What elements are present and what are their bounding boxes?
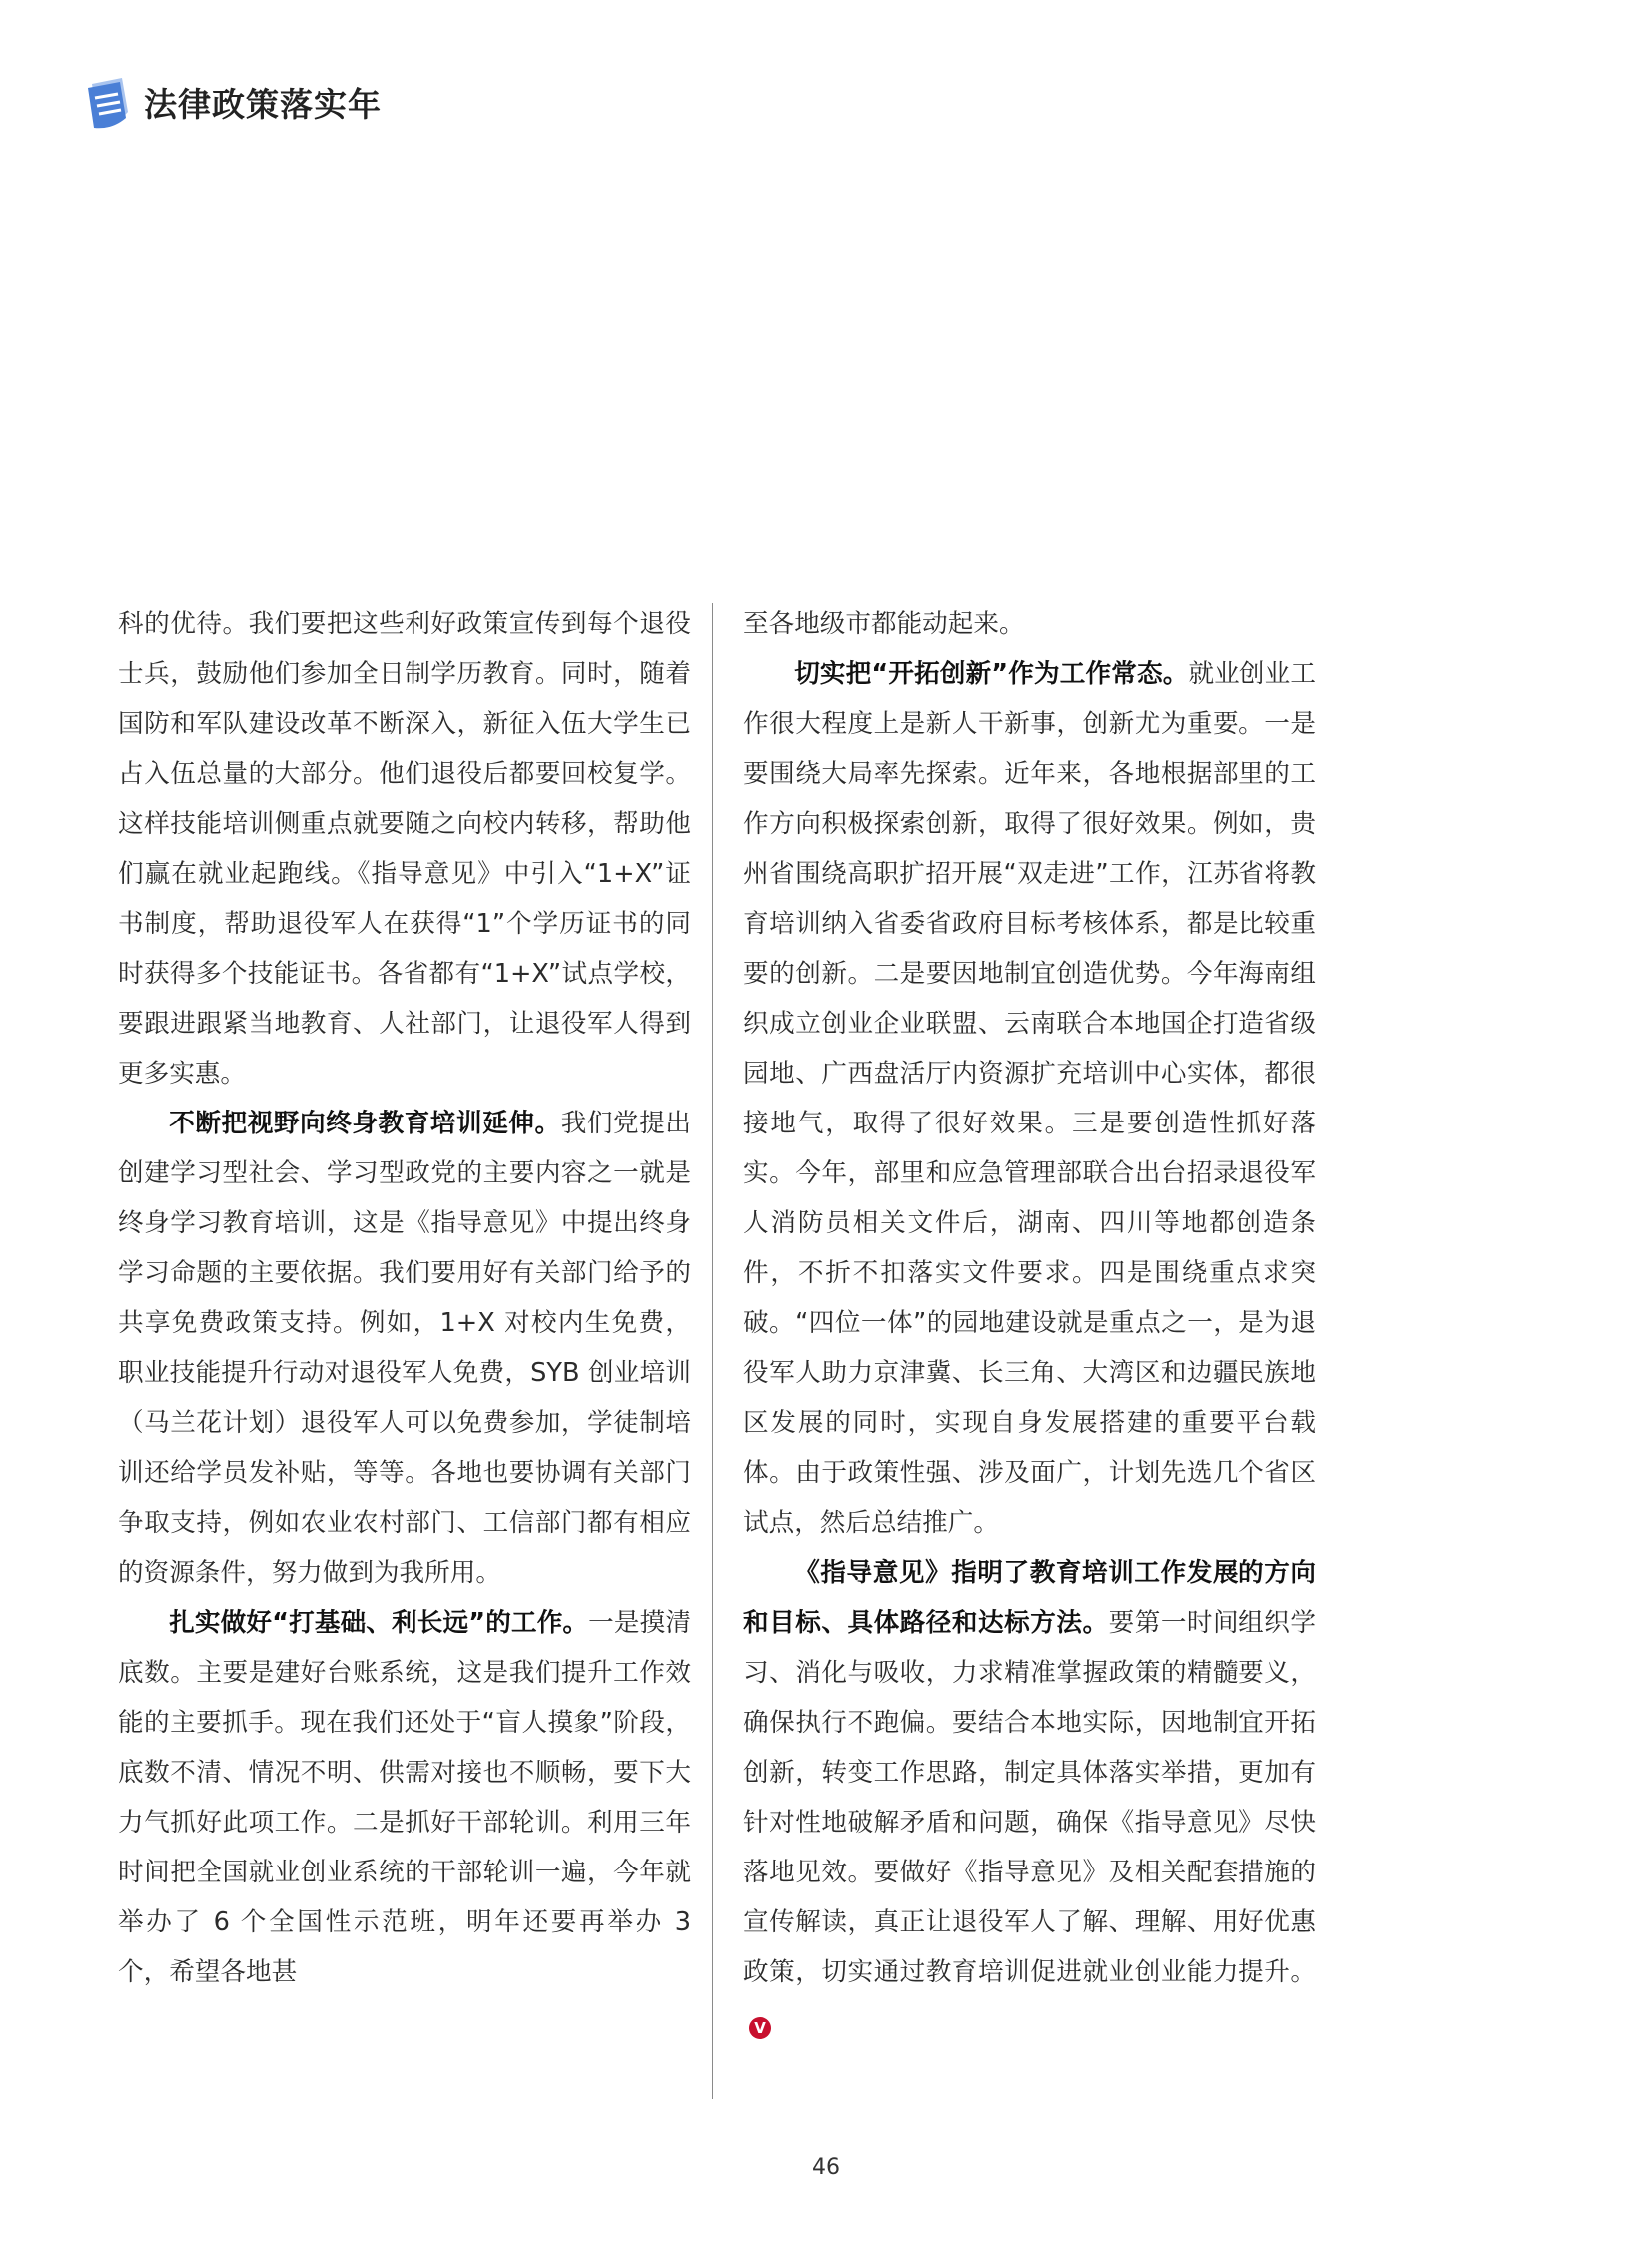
paragraph-text: 要第一时间组织学习、消化与吸收，力求精准掌握政策的精髓要义，确保执行不跑偏。要结合本地实际，因地制宜开拓创新，转变工作思路，制定具体落实举措，更加有针对性地破解矛盾和问题，确保《指导意见》尽快落地见效。要做好《指导意见》及相关配套措施的宣传解读，真正让退役军人了解、理解、用好优惠政策，切实通过教育培训促进就业创业能力提升。 [743, 1608, 1316, 1987]
paragraph [118, 1099, 691, 1598]
page-number: 46 [812, 2155, 840, 2180]
left-column [118, 599, 691, 1997]
article-end-icon: V [749, 2017, 771, 2039]
paragraph-text: 科的优待。我们要把这些利好政策宣传到每个退役士兵，鼓励他们参加全日制学历教育。同时，随着国防和军队建设改革不断深入，新征入伍大学生已占入伍总量的大部分。他们退役后都要回校复学。这样技能培训侧重点就要随之向校内转移，帮助他们赢在就业起跑线。《指导意见》中引入“1+X”证书制度，帮助退役军人在获得“1”个学历证书的同时获得多个技能证书。各省都有“1+X”试点学校，要跟进跟紧当地教育、人社部门，让退役军人得到更多实惠。 [118, 609, 691, 1089]
section-header [82, 70, 382, 134]
paragraph [743, 1548, 1316, 2047]
paragraph [743, 599, 1316, 649]
paragraph-lead: 《指导意见》指明了教育培训工作发展的方向和目标、具体路径和达标方法。 [743, 1558, 1316, 1638]
paragraph-text: 我们党提出创建学习型社会、学习型政党的主要内容之一就是终身学习教育培训，这是《指导意见》中提出终身学习命题的主要依据。我们要用好有关部门给予的共享免费政策支持。例如，1+X 对校内生免费，职业技能提升行动对退役军人免费，SYB 创业培训（马兰花计划）退役军人可以免费参加，学徒制培训还给学员发补贴，等等。各地也要协调有关部门争取支持，例如农业农村部门、工信部门都有相应的资源条件，努力做到为我所用。 [118, 1109, 691, 1588]
paragraph-lead: 切实把“开拓创新”作为工作常态。 [794, 659, 1189, 689]
right-column [743, 599, 1316, 2047]
document-stack-icon [82, 74, 134, 130]
paragraph-text: 就业创业工作很大程度上是新人干新事，创新尤为重要。一是要围绕大局率先探索。近年来，各地根据部里的工作方向积极探索创新，取得了很好效果。例如，贵州省围绕高职扩招开展“双走进”工作，江苏省将教育培训纳入省委省政府目标考核体系，都是比较重要的创新。二是要因地制宜创造优势。今年海南组织成立创业企业联盟、云南联合本地国企打造省级园地、广西盘活厅内资源扩充培训中心实体，都很接地气，取得了很好效果。三是要创造性抓好落实。今年，部里和应急管理部联合出台招录退役军人消防员相关文件后，湖南、四川等地都创造条件，不折不扣落实文件要求。四是围绕重点求突破。“四位一体”的园地建设就是重点之一，是为退役军人助力京津冀、长三角、大湾区和边疆民族地区发展的同时，实现自身发展搭建的重要平台载体。由于政策性强、涉及面广，计划先选几个省区试点，然后总结推广。 [743, 659, 1316, 1538]
section-title: 法律政策落实年 [144, 84, 382, 124]
paragraph-text: 至各地级市都能动起来。 [743, 609, 1025, 639]
column-divider [712, 603, 713, 2099]
paragraph [118, 1598, 691, 1997]
paragraph-lead: 扎实做好“打基础、利长远”的工作。 [169, 1608, 589, 1638]
paragraph [118, 599, 691, 1099]
paragraph-text: 一是摸清底数。主要是建好台账系统，这是我们提升工作效能的主要抓手。现在我们还处于“盲人摸象”阶段，底数不清、情况不明、供需对接也不顺畅，要下大力气抓好此项工作。二是抓好干部轮训。利用三年时间把全国就业创业系统的干部轮训一遍，今年就举办了 6 个全国性示范班，明年还要再举办 3 个，希望各地甚 [118, 1608, 691, 1987]
paragraph [743, 649, 1316, 1548]
paragraph-lead: 不断把视野向终身教育培训延伸。 [169, 1109, 561, 1138]
